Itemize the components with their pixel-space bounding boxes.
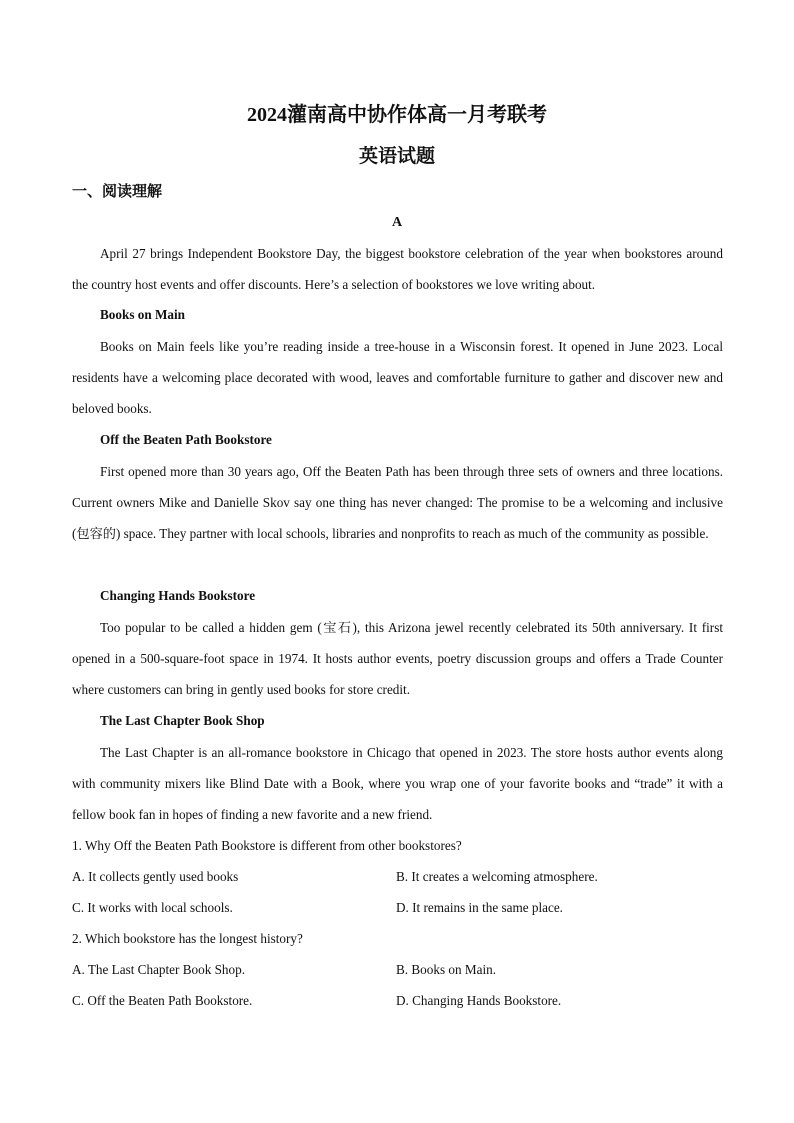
store-heading: Off the Beaten Path Bookstore (100, 432, 272, 447)
passage-intro: April 27 brings Independent Bookstore Day, the biggest bookstore celebration of the year when bookstores around the country host events and offer discounts. Here’s a selection of bookstores we love writing about. (72, 246, 723, 293)
answer-option[interactable]: B. Books on Main. (396, 962, 497, 977)
store-heading: Changing Hands Bookstore (100, 588, 256, 603)
answer-option[interactable]: D. It remains in the same place. (396, 900, 563, 915)
answer-option[interactable]: A. The Last Chapter Book Shop. (72, 962, 246, 977)
answer-option[interactable]: C. It works with local schools. (72, 900, 233, 915)
store-paragraph: Too popular to be called a hidden gem (宝石), this Arizona jewel recently celebrated its 50th anniversary. It first opened in a 500-square-foot space in 1974. It hosts author events, poetry discussion groups and offers a Trade Counter where customers can bring in gently used books for store credit. (72, 620, 723, 698)
store-paragraph: The Last Chapter is an all-romance bookstore in Chicago that opened in 2023. The store hosts author events along with community mixers like Blind Date with a Book, where you wrap one of your favorite books and “trade” it with a fellow book fan in hopes of finding a new favorite and a new friend. (72, 745, 723, 823)
store-heading: Books on Main (100, 307, 186, 322)
section-heading: 一、阅读理解 (72, 184, 163, 200)
page-subtitle: 英语试题 (358, 146, 435, 167)
answer-option[interactable]: B. It creates a welcoming atmosphere. (396, 869, 598, 884)
answer-option[interactable]: C. Off the Beaten Path Bookstore. (72, 993, 253, 1008)
answer-option[interactable]: D. Changing Hands Bookstore. (396, 993, 562, 1008)
store-paragraph: Books on Main feels like you’re reading inside a tree-house in a Wisconsin forest. It opened in June 2023. Local residents have a welcoming place decorated with wood, leaves and comfortable furniture to gather and discover new and beloved books. (72, 339, 723, 417)
passage-label: A (391, 215, 403, 230)
answer-option[interactable]: A. It collects gently used books (72, 869, 239, 884)
store-paragraph: First opened more than 30 years ago, Off the Beaten Path has been through three sets of owners and three locations. Current owners Mike and Danielle Skov say one thing has never changed: The promise to be a welcoming and inclusive (包容的) space. They partner with local schools, libraries and nonprofits to reach as much of the community as possible. (72, 464, 723, 542)
question-stem: 1. Why Off the Beaten Path Bookstore is different from other bookstores? (72, 838, 462, 853)
question-stem: 2. Which bookstore has the longest history? (72, 931, 303, 946)
page-title: 2024灌南高中协作体高一月考联考 (247, 104, 547, 126)
store-heading: The Last Chapter Book Shop (100, 713, 265, 728)
